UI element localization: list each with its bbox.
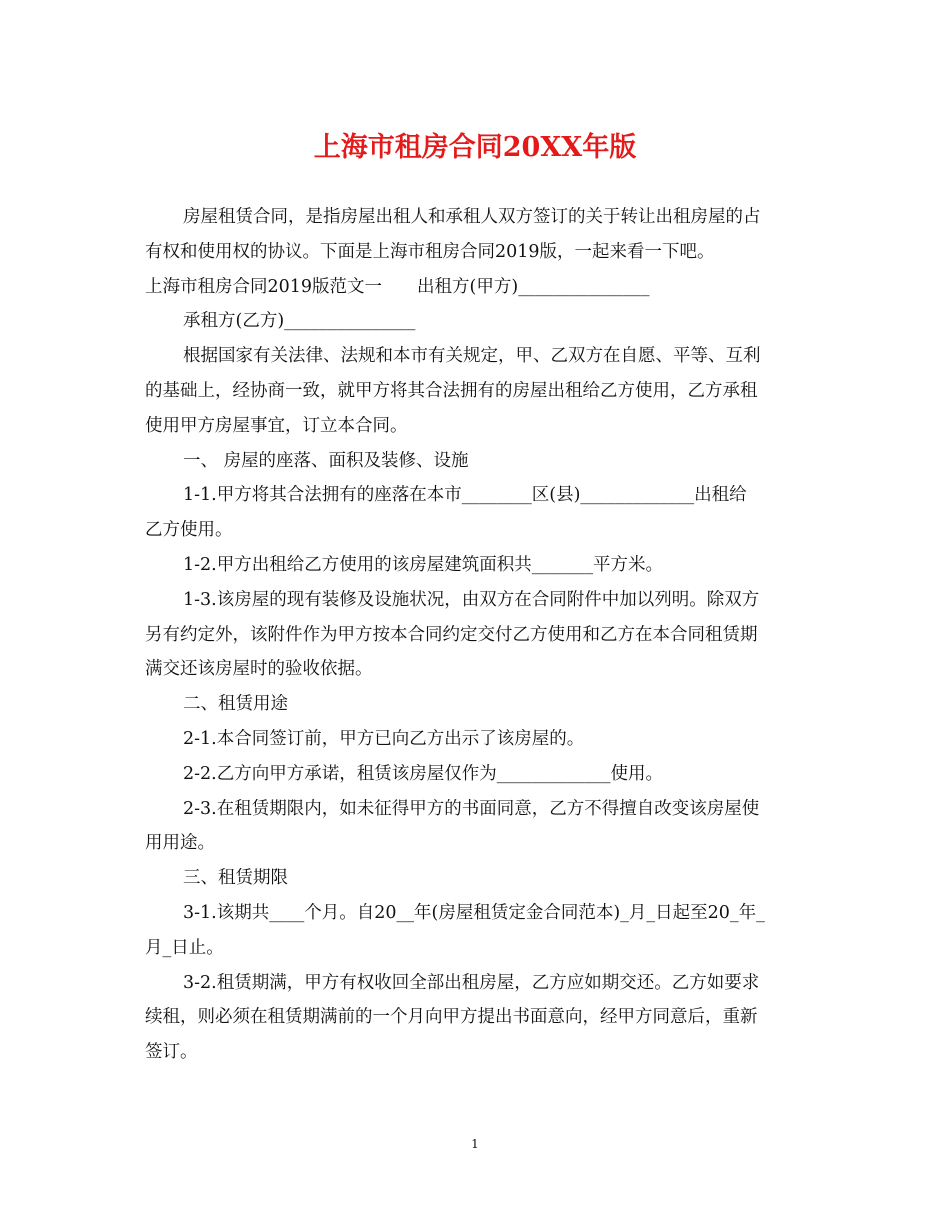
- text-line: 2-1.本合同签订前，甲方已向乙方出示了该房屋的。: [183, 728, 585, 749]
- text-line: 乙方使用。: [145, 520, 233, 541]
- text-line: 二、租赁用途: [183, 694, 288, 715]
- text-line: 2-3.在租赁期限内，如未征得甲方的书面同意，乙方不得擅自改变该房屋使: [183, 798, 760, 819]
- text-line: 2-2.乙方向甲方承诺，租赁该房屋仅作为_____________使用。: [183, 763, 663, 784]
- text-line: 上海市租房合同2019版范文一 出租方(甲方)_______________: [145, 276, 650, 297]
- text-line: 的基础上，经协商一致，就甲方将其合法拥有的房屋出租给乙方使用，乙方承租: [145, 380, 758, 401]
- text-line: 另有约定外，该附件作为甲方按本合同约定交付乙方使用和乙方在本合同租赁期: [145, 624, 758, 645]
- text-line: 一、 房屋的座落、面积及装修、设施: [183, 450, 469, 471]
- text-line: 签订。: [145, 1042, 198, 1063]
- text-line: 3-1.该期共____个月。自20__年(房屋租赁定金合同范本)_月_日起至20_年_: [183, 902, 765, 923]
- text-line: 有权和使用权的协议。下面是上海市租房合同2019版，一起来看一下吧。: [145, 241, 715, 262]
- document-title: 上海市租房合同20XX年版: [313, 132, 637, 163]
- text-line: 月_日止。: [145, 937, 224, 958]
- text-line: 使用甲方房屋事宜，订立本合同。: [145, 415, 408, 436]
- text-line: 续租，则必须在租赁期满前的一个月向甲方提出书面意向，经甲方同意后，重新: [145, 1007, 758, 1028]
- text-line: 承租方(乙方)_______________: [183, 311, 416, 332]
- text-line: 1-2.甲方出租给乙方使用的该房屋建筑面积共_______平方米。: [183, 554, 663, 575]
- text-line: 根据国家有关法律、法规和本市有关规定，甲、乙双方在自愿、平等、互利: [183, 346, 761, 367]
- text-line: 三、租赁期限: [183, 868, 288, 889]
- text-line: 1-1.甲方将其合法拥有的座落在本市________区(县)_____________出租给: [183, 485, 747, 506]
- text-line: 房屋租赁合同，是指房屋出租人和承租人双方签订的关于转让出租房屋的占: [183, 207, 761, 227]
- document-body: [145, 200, 805, 1070]
- text-line: 满交还该房屋时的验收依据。: [145, 659, 373, 680]
- text-line: 1-3.该房屋的现有装修及设施状况，由双方在合同附件中加以列明。除双方: [183, 589, 760, 610]
- page-number: 1: [471, 1137, 479, 1151]
- text-line: 3-2.租赁期满，甲方有权收回全部出租房屋，乙方应如期交还。乙方如要求: [183, 972, 760, 993]
- text-line: 用用途。: [145, 833, 215, 854]
